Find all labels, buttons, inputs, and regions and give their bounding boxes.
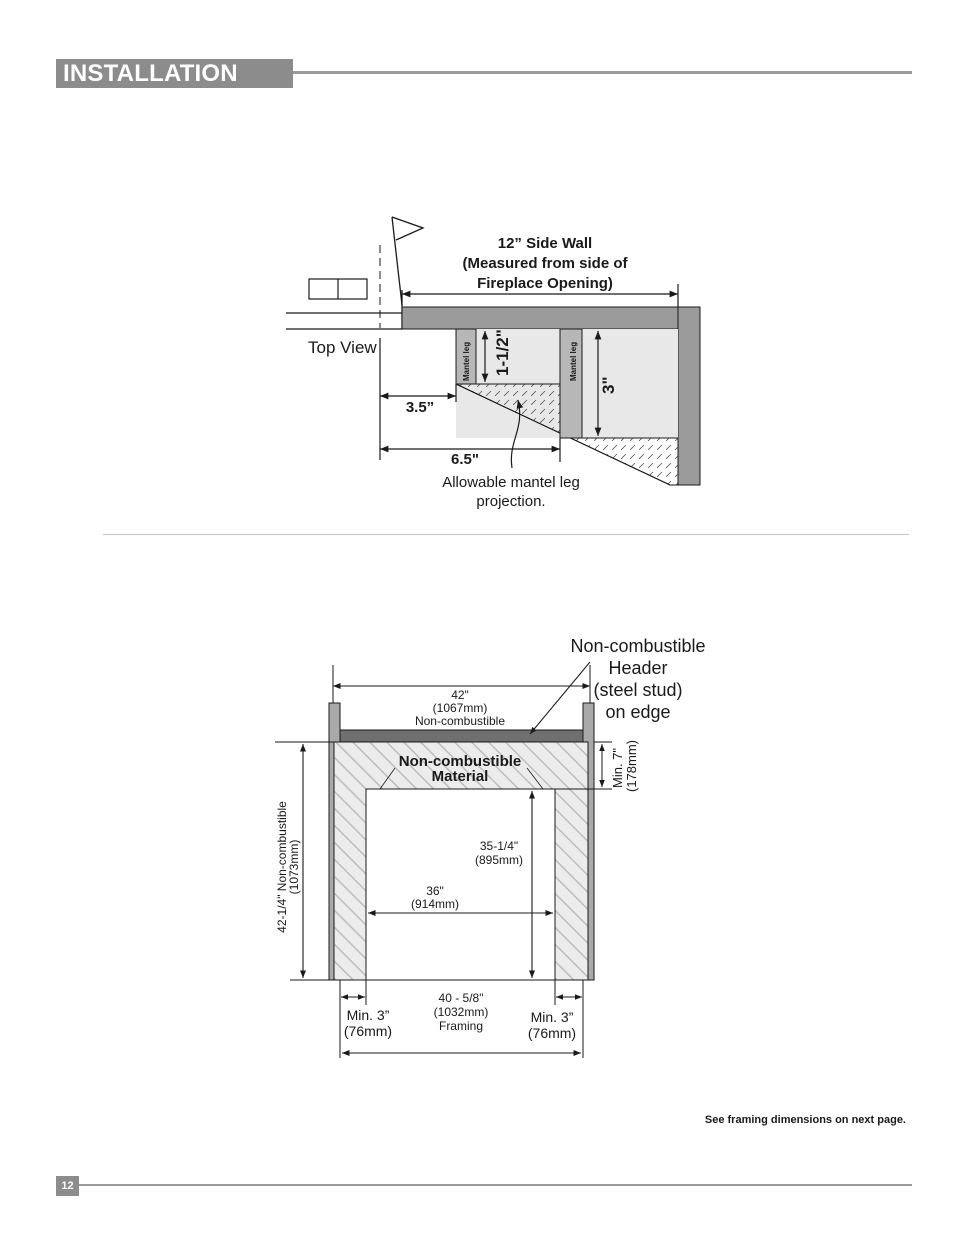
mantel-leg-right-label: Mantel leg [569,341,578,381]
mantel-leg-diagram [286,217,700,510]
height-dim-mm: (1073mm) [287,839,301,895]
header-callout-line3: (steel stud) [593,680,683,700]
opening-height-dim-mm: (895mm) [474,853,524,867]
header-callout: Non-combustible [570,636,706,656]
dim-depth-large: 3" [599,376,618,394]
material-label-line2: Material [431,768,489,785]
opening-width-dim: 36" [426,884,444,898]
framing-diagram [275,636,706,1058]
mantel-leg-left-label: Mantel leg [462,341,471,381]
min-right-dim-mm: (76mm) [527,1025,577,1041]
opening-width-dim-mm: (914mm) [410,897,460,911]
framing-dim-mm: (1032mm) [433,1005,489,1019]
side-wall-label-line2: (Measured from side of [462,255,628,272]
projection-caption-line2: projection. [476,493,546,510]
min-left-dim: Min. 3” [346,1007,390,1023]
page-number: 12 [56,1176,79,1196]
min-right-dim: Min. 3” [530,1009,574,1025]
width-dim: 42" [451,688,469,702]
side-wall-label: 12” Side Wall [497,235,593,252]
dim-depth-small: 1-1/2" [493,329,512,376]
section-divider [103,534,909,535]
section-title: INSTALLATION [56,59,293,88]
height-dim: 42-1/4" Non-combustible [275,801,289,933]
footer-rule [79,1184,912,1186]
dim-projection-small: 3.5” [405,399,435,416]
dim-projection-large: 6.5" [451,451,479,468]
projection-caption: Allowable mantel leg [442,474,580,491]
framing-dim: 40 - 5/8" [438,991,484,1005]
side-wall-label-line3: Fireplace Opening) [477,275,613,292]
material-label: Non-combustible [398,753,522,770]
min-top-dim-mm: (178mm) [624,739,639,792]
min-left-dim-mm: (76mm) [343,1023,393,1039]
width-dim-note: Non-combustible [414,714,506,728]
top-view-label: Top View [308,338,377,357]
footnote: See framing dimensions on next page. [704,1114,906,1126]
header-callout-line4: on edge [605,702,671,722]
width-dim-mm: (1067mm) [432,701,488,715]
min-top-dim: Min. 7" [610,747,625,788]
header-callout-line2: Header [608,658,668,678]
framing-dim-note: Framing [438,1019,484,1033]
opening-height-dim: 35-1/4" [479,839,519,853]
